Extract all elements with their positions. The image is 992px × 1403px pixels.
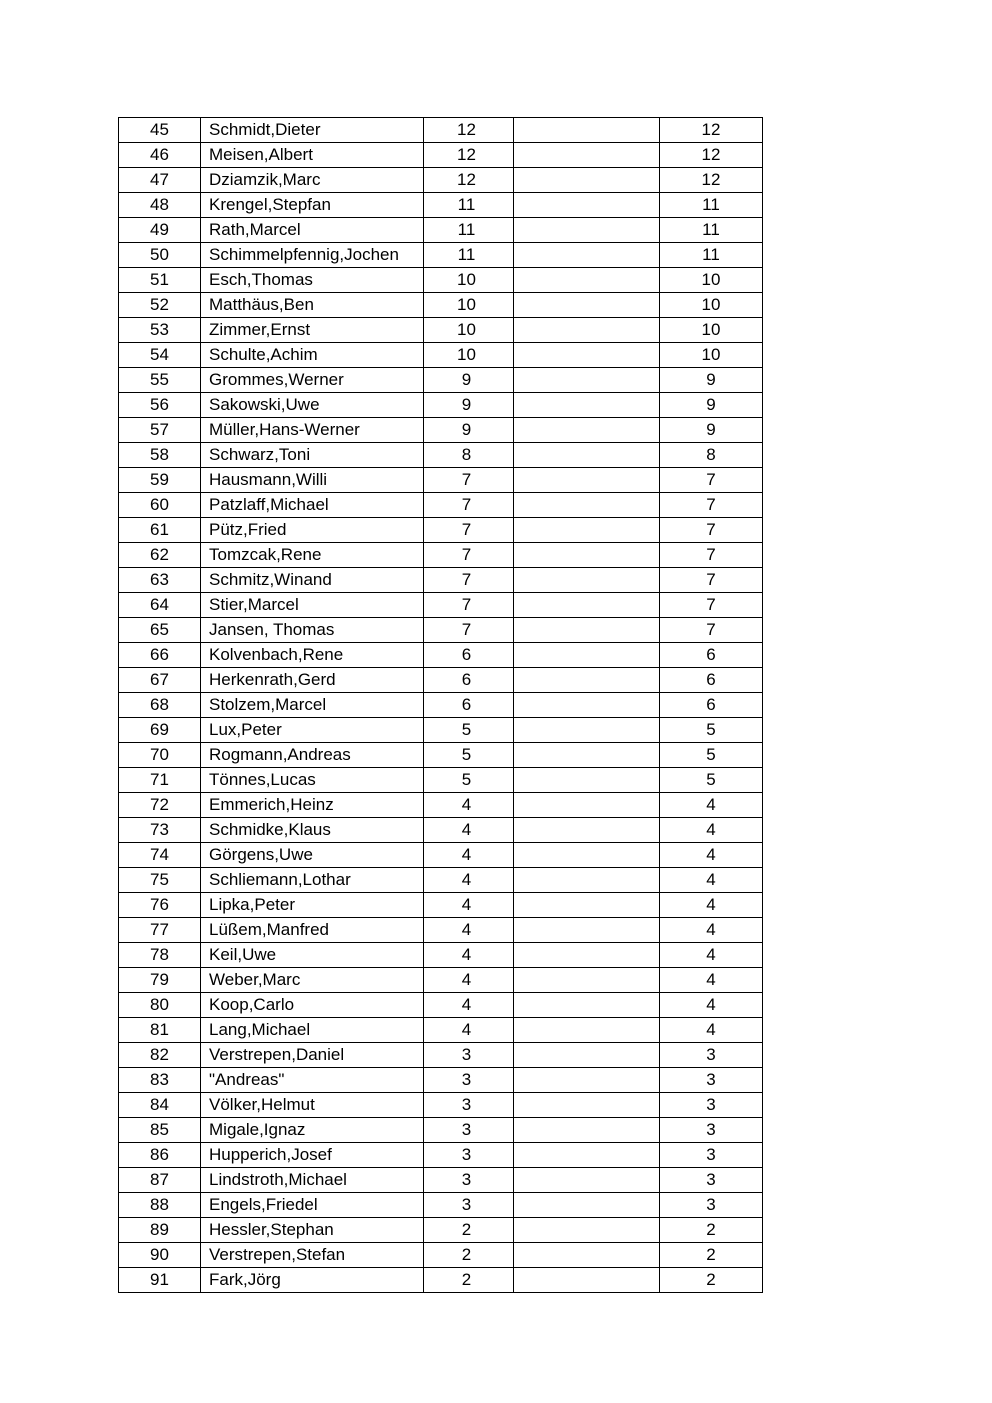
table-row xyxy=(119,793,763,818)
table-row xyxy=(119,693,763,718)
player-name-cell: Weber,Marc xyxy=(201,968,424,993)
rank-cell: 90 xyxy=(119,1243,201,1268)
table-row xyxy=(119,143,763,168)
player-name-cell: Schulte,Achim xyxy=(201,343,424,368)
extra-cell xyxy=(514,593,660,618)
rank-cell: 57 xyxy=(119,418,201,443)
points-cell: 11 xyxy=(424,243,514,268)
extra-cell xyxy=(514,193,660,218)
table-row xyxy=(119,318,763,343)
table-row xyxy=(119,518,763,543)
total-cell: 5 xyxy=(660,743,763,768)
total-cell: 3 xyxy=(660,1043,763,1068)
rank-cell: 46 xyxy=(119,143,201,168)
extra-cell xyxy=(514,1168,660,1193)
rank-cell: 85 xyxy=(119,1118,201,1143)
total-cell: 9 xyxy=(660,393,763,418)
table-row xyxy=(119,593,763,618)
total-cell: 3 xyxy=(660,1118,763,1143)
player-name-cell: Koop,Carlo xyxy=(201,993,424,1018)
rank-cell: 69 xyxy=(119,718,201,743)
table-row xyxy=(119,918,763,943)
total-cell: 2 xyxy=(660,1218,763,1243)
player-name-cell: Völker,Helmut xyxy=(201,1093,424,1118)
rank-cell: 80 xyxy=(119,993,201,1018)
score-table xyxy=(118,117,763,1293)
table-row xyxy=(119,818,763,843)
total-cell: 7 xyxy=(660,518,763,543)
table-row xyxy=(119,1168,763,1193)
player-name-cell: Krengel,Stepfan xyxy=(201,193,424,218)
rank-cell: 63 xyxy=(119,568,201,593)
total-cell: 12 xyxy=(660,118,763,143)
points-cell: 6 xyxy=(424,668,514,693)
rank-cell: 54 xyxy=(119,343,201,368)
player-name-cell: Hessler,Stephan xyxy=(201,1218,424,1243)
total-cell: 9 xyxy=(660,418,763,443)
total-cell: 7 xyxy=(660,493,763,518)
extra-cell xyxy=(514,1043,660,1068)
total-cell: 10 xyxy=(660,268,763,293)
points-cell: 4 xyxy=(424,843,514,868)
player-name-cell: Fark,Jörg xyxy=(201,1268,424,1293)
points-cell: 4 xyxy=(424,968,514,993)
rank-cell: 72 xyxy=(119,793,201,818)
rank-cell: 87 xyxy=(119,1168,201,1193)
extra-cell xyxy=(514,268,660,293)
table-row xyxy=(119,468,763,493)
extra-cell xyxy=(514,1093,660,1118)
table-row xyxy=(119,243,763,268)
table-row xyxy=(119,293,763,318)
rank-cell: 75 xyxy=(119,868,201,893)
rank-cell: 55 xyxy=(119,368,201,393)
total-cell: 4 xyxy=(660,868,763,893)
extra-cell xyxy=(514,668,660,693)
rank-cell: 59 xyxy=(119,468,201,493)
extra-cell xyxy=(514,768,660,793)
points-cell: 3 xyxy=(424,1093,514,1118)
total-cell: 10 xyxy=(660,343,763,368)
table-row xyxy=(119,718,763,743)
extra-cell xyxy=(514,793,660,818)
table-row xyxy=(119,868,763,893)
extra-cell xyxy=(514,568,660,593)
player-name-cell: Keil,Uwe xyxy=(201,943,424,968)
extra-cell xyxy=(514,1268,660,1293)
table-row xyxy=(119,968,763,993)
extra-cell xyxy=(514,893,660,918)
score-table-body xyxy=(119,118,763,1293)
extra-cell xyxy=(514,343,660,368)
player-name-cell: Patzlaff,Michael xyxy=(201,493,424,518)
rank-cell: 45 xyxy=(119,118,201,143)
extra-cell xyxy=(514,393,660,418)
player-name-cell: "Andreas" xyxy=(201,1068,424,1093)
extra-cell xyxy=(514,368,660,393)
table-row xyxy=(119,1118,763,1143)
player-name-cell: Matthäus,Ben xyxy=(201,293,424,318)
total-cell: 3 xyxy=(660,1093,763,1118)
extra-cell xyxy=(514,1193,660,1218)
points-cell: 7 xyxy=(424,543,514,568)
extra-cell xyxy=(514,1143,660,1168)
rank-cell: 48 xyxy=(119,193,201,218)
rank-cell: 65 xyxy=(119,618,201,643)
total-cell: 3 xyxy=(660,1143,763,1168)
table-row xyxy=(119,393,763,418)
extra-cell xyxy=(514,943,660,968)
points-cell: 7 xyxy=(424,568,514,593)
points-cell: 3 xyxy=(424,1118,514,1143)
total-cell: 4 xyxy=(660,1018,763,1043)
points-cell: 10 xyxy=(424,343,514,368)
rank-cell: 77 xyxy=(119,918,201,943)
rank-cell: 70 xyxy=(119,743,201,768)
player-name-cell: Grommes,Werner xyxy=(201,368,424,393)
total-cell: 4 xyxy=(660,993,763,1018)
player-name-cell: Verstrepen,Stefan xyxy=(201,1243,424,1268)
total-cell: 7 xyxy=(660,543,763,568)
extra-cell xyxy=(514,868,660,893)
extra-cell xyxy=(514,968,660,993)
total-cell: 7 xyxy=(660,468,763,493)
player-name-cell: Tomzcak,Rene xyxy=(201,543,424,568)
player-name-cell: Lux,Peter xyxy=(201,718,424,743)
total-cell: 11 xyxy=(660,243,763,268)
player-name-cell: Lipka,Peter xyxy=(201,893,424,918)
player-name-cell: Stolzem,Marcel xyxy=(201,693,424,718)
extra-cell xyxy=(514,1068,660,1093)
table-row xyxy=(119,418,763,443)
points-cell: 4 xyxy=(424,943,514,968)
points-cell: 4 xyxy=(424,918,514,943)
total-cell: 4 xyxy=(660,793,763,818)
total-cell: 4 xyxy=(660,843,763,868)
points-cell: 3 xyxy=(424,1168,514,1193)
total-cell: 7 xyxy=(660,618,763,643)
points-cell: 2 xyxy=(424,1243,514,1268)
points-cell: 3 xyxy=(424,1068,514,1093)
rank-cell: 58 xyxy=(119,443,201,468)
points-cell: 7 xyxy=(424,518,514,543)
player-name-cell: Görgens,Uwe xyxy=(201,843,424,868)
extra-cell xyxy=(514,718,660,743)
points-cell: 7 xyxy=(424,468,514,493)
extra-cell xyxy=(514,293,660,318)
total-cell: 10 xyxy=(660,318,763,343)
table-row xyxy=(119,1143,763,1168)
player-name-cell: Schmidke,Klaus xyxy=(201,818,424,843)
extra-cell xyxy=(514,518,660,543)
rank-cell: 49 xyxy=(119,218,201,243)
points-cell: 3 xyxy=(424,1193,514,1218)
table-row xyxy=(119,168,763,193)
table-row xyxy=(119,1193,763,1218)
extra-cell xyxy=(514,918,660,943)
points-cell: 5 xyxy=(424,743,514,768)
extra-cell xyxy=(514,468,660,493)
rank-cell: 71 xyxy=(119,768,201,793)
rank-cell: 83 xyxy=(119,1068,201,1093)
player-name-cell: Lüßem,Manfred xyxy=(201,918,424,943)
total-cell: 9 xyxy=(660,368,763,393)
player-name-cell: Rogmann,Andreas xyxy=(201,743,424,768)
total-cell: 6 xyxy=(660,668,763,693)
player-name-cell: Schimmelpfennig,Jochen xyxy=(201,243,424,268)
total-cell: 12 xyxy=(660,168,763,193)
total-cell: 6 xyxy=(660,643,763,668)
extra-cell xyxy=(514,843,660,868)
table-row xyxy=(119,443,763,468)
total-cell: 4 xyxy=(660,818,763,843)
rank-cell: 74 xyxy=(119,843,201,868)
player-name-cell: Müller,Hans-Werner xyxy=(201,418,424,443)
extra-cell xyxy=(514,693,660,718)
extra-cell xyxy=(514,443,660,468)
points-cell: 4 xyxy=(424,818,514,843)
rank-cell: 66 xyxy=(119,643,201,668)
table-row xyxy=(119,493,763,518)
rank-cell: 51 xyxy=(119,268,201,293)
player-name-cell: Schwarz,Toni xyxy=(201,443,424,468)
rank-cell: 52 xyxy=(119,293,201,318)
points-cell: 2 xyxy=(424,1268,514,1293)
extra-cell xyxy=(514,743,660,768)
table-row xyxy=(119,218,763,243)
extra-cell xyxy=(514,1018,660,1043)
points-cell: 7 xyxy=(424,618,514,643)
total-cell: 4 xyxy=(660,918,763,943)
extra-cell xyxy=(514,143,660,168)
rank-cell: 82 xyxy=(119,1043,201,1068)
rank-cell: 67 xyxy=(119,668,201,693)
total-cell: 7 xyxy=(660,568,763,593)
points-cell: 12 xyxy=(424,143,514,168)
rank-cell: 60 xyxy=(119,493,201,518)
total-cell: 7 xyxy=(660,593,763,618)
total-cell: 3 xyxy=(660,1068,763,1093)
extra-cell xyxy=(514,118,660,143)
extra-cell xyxy=(514,218,660,243)
player-name-cell: Schmidt,Dieter xyxy=(201,118,424,143)
extra-cell xyxy=(514,818,660,843)
total-cell: 2 xyxy=(660,1243,763,1268)
rank-cell: 73 xyxy=(119,818,201,843)
extra-cell xyxy=(514,1243,660,1268)
total-cell: 6 xyxy=(660,693,763,718)
table-row xyxy=(119,1043,763,1068)
player-name-cell: Stier,Marcel xyxy=(201,593,424,618)
extra-cell xyxy=(514,643,660,668)
table-row xyxy=(119,743,763,768)
points-cell: 11 xyxy=(424,218,514,243)
points-cell: 9 xyxy=(424,418,514,443)
player-name-cell: Meisen,Albert xyxy=(201,143,424,168)
rank-cell: 76 xyxy=(119,893,201,918)
player-name-cell: Pütz,Fried xyxy=(201,518,424,543)
total-cell: 4 xyxy=(660,943,763,968)
points-cell: 6 xyxy=(424,643,514,668)
table-row xyxy=(119,118,763,143)
table-row xyxy=(119,1243,763,1268)
table-row xyxy=(119,1093,763,1118)
points-cell: 3 xyxy=(424,1043,514,1068)
total-cell: 4 xyxy=(660,968,763,993)
player-name-cell: Hausmann,Willi xyxy=(201,468,424,493)
player-name-cell: Lang,Michael xyxy=(201,1018,424,1043)
total-cell: 11 xyxy=(660,218,763,243)
total-cell: 10 xyxy=(660,293,763,318)
points-cell: 5 xyxy=(424,718,514,743)
points-cell: 4 xyxy=(424,993,514,1018)
player-name-cell: Lindstroth,Michael xyxy=(201,1168,424,1193)
extra-cell xyxy=(514,318,660,343)
rank-cell: 91 xyxy=(119,1268,201,1293)
table-row xyxy=(119,1218,763,1243)
points-cell: 6 xyxy=(424,693,514,718)
player-name-cell: Herkenrath,Gerd xyxy=(201,668,424,693)
table-row xyxy=(119,268,763,293)
table-row xyxy=(119,618,763,643)
extra-cell xyxy=(514,1218,660,1243)
player-name-cell: Kolvenbach,Rene xyxy=(201,643,424,668)
points-cell: 10 xyxy=(424,318,514,343)
extra-cell xyxy=(514,993,660,1018)
rank-cell: 53 xyxy=(119,318,201,343)
total-cell: 5 xyxy=(660,768,763,793)
player-name-cell: Esch,Thomas xyxy=(201,268,424,293)
rank-cell: 64 xyxy=(119,593,201,618)
total-cell: 5 xyxy=(660,718,763,743)
points-cell: 4 xyxy=(424,793,514,818)
points-cell: 4 xyxy=(424,868,514,893)
table-row xyxy=(119,543,763,568)
player-name-cell: Verstrepen,Daniel xyxy=(201,1043,424,1068)
rank-cell: 56 xyxy=(119,393,201,418)
points-cell: 4 xyxy=(424,893,514,918)
table-row xyxy=(119,193,763,218)
table-row xyxy=(119,668,763,693)
points-cell: 7 xyxy=(424,493,514,518)
extra-cell xyxy=(514,418,660,443)
player-name-cell: Engels,Friedel xyxy=(201,1193,424,1218)
rank-cell: 62 xyxy=(119,543,201,568)
points-cell: 9 xyxy=(424,393,514,418)
total-cell: 3 xyxy=(660,1193,763,1218)
rank-cell: 88 xyxy=(119,1193,201,1218)
table-row xyxy=(119,943,763,968)
points-cell: 10 xyxy=(424,268,514,293)
points-cell: 4 xyxy=(424,1018,514,1043)
rank-cell: 68 xyxy=(119,693,201,718)
rank-cell: 84 xyxy=(119,1093,201,1118)
points-cell: 2 xyxy=(424,1218,514,1243)
player-name-cell: Tönnes,Lucas xyxy=(201,768,424,793)
table-row xyxy=(119,643,763,668)
rank-cell: 86 xyxy=(119,1143,201,1168)
extra-cell xyxy=(514,618,660,643)
points-cell: 10 xyxy=(424,293,514,318)
table-row xyxy=(119,893,763,918)
player-name-cell: Sakowski,Uwe xyxy=(201,393,424,418)
extra-cell xyxy=(514,493,660,518)
table-row xyxy=(119,768,763,793)
extra-cell xyxy=(514,243,660,268)
rank-cell: 47 xyxy=(119,168,201,193)
rank-cell: 79 xyxy=(119,968,201,993)
extra-cell xyxy=(514,168,660,193)
player-name-cell: Zimmer,Ernst xyxy=(201,318,424,343)
rank-cell: 61 xyxy=(119,518,201,543)
total-cell: 2 xyxy=(660,1268,763,1293)
total-cell: 3 xyxy=(660,1168,763,1193)
table-row xyxy=(119,843,763,868)
points-cell: 3 xyxy=(424,1143,514,1168)
points-cell: 5 xyxy=(424,768,514,793)
points-cell: 8 xyxy=(424,443,514,468)
points-cell: 9 xyxy=(424,368,514,393)
points-cell: 12 xyxy=(424,118,514,143)
player-name-cell: Rath,Marcel xyxy=(201,218,424,243)
points-cell: 11 xyxy=(424,193,514,218)
table-row xyxy=(119,368,763,393)
player-name-cell: Schmitz,Winand xyxy=(201,568,424,593)
player-name-cell: Emmerich,Heinz xyxy=(201,793,424,818)
player-name-cell: Dziamzik,Marc xyxy=(201,168,424,193)
total-cell: 4 xyxy=(660,893,763,918)
player-name-cell: Migale,Ignaz xyxy=(201,1118,424,1143)
points-cell: 7 xyxy=(424,593,514,618)
table-row xyxy=(119,993,763,1018)
table-row xyxy=(119,1018,763,1043)
extra-cell xyxy=(514,543,660,568)
rank-cell: 50 xyxy=(119,243,201,268)
total-cell: 11 xyxy=(660,193,763,218)
rank-cell: 81 xyxy=(119,1018,201,1043)
player-name-cell: Hupperich,Josef xyxy=(201,1143,424,1168)
rank-cell: 89 xyxy=(119,1218,201,1243)
table-row xyxy=(119,568,763,593)
points-cell: 12 xyxy=(424,168,514,193)
player-name-cell: Schliemann,Lothar xyxy=(201,868,424,893)
table-row xyxy=(119,343,763,368)
table-row xyxy=(119,1068,763,1093)
total-cell: 12 xyxy=(660,143,763,168)
total-cell: 8 xyxy=(660,443,763,468)
extra-cell xyxy=(514,1118,660,1143)
rank-cell: 78 xyxy=(119,943,201,968)
player-name-cell: Jansen, Thomas xyxy=(201,618,424,643)
table-row xyxy=(119,1268,763,1293)
